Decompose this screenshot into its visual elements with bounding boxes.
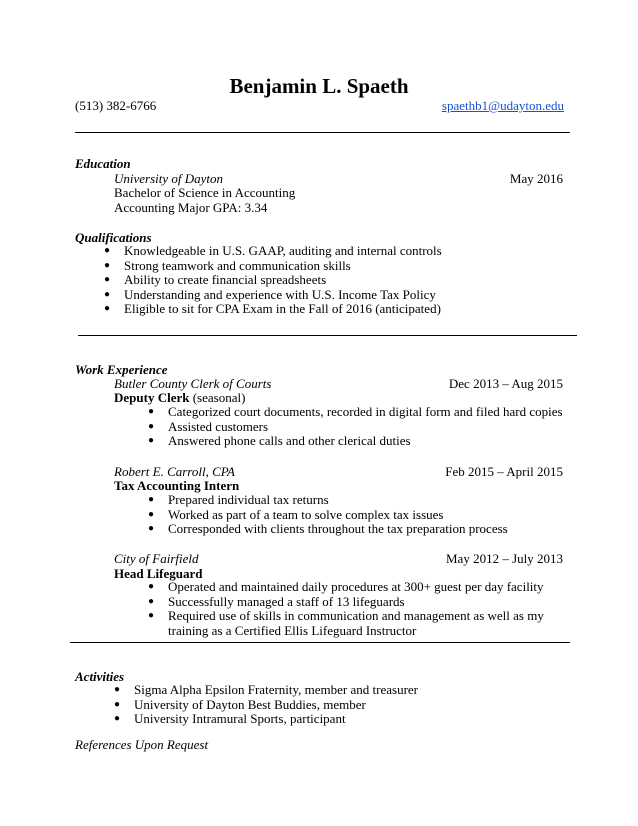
job-title: Tax Accounting Intern xyxy=(114,478,240,493)
job-dates: May 2012 – July 2013 xyxy=(446,551,563,566)
education-gpa: Accounting Major GPA: 3.34 xyxy=(114,200,268,215)
list-item: ● Sigma Alpha Epsilon Fraternity, member and treasurer xyxy=(114,683,418,698)
job-title: Head Lifeguard xyxy=(114,566,203,581)
job-dates: Dec 2013 – Aug 2015 xyxy=(448,376,563,391)
list-item: ● Understanding and experience with U.S. Income Tax Policy xyxy=(104,288,442,303)
job-title: Deputy Clerk xyxy=(114,390,190,405)
email-link[interactable]: spaethb1@udayton.edu xyxy=(441,98,564,113)
list-item: ● Worked as part of a team to solve complex tax issues xyxy=(148,508,508,523)
section-divider xyxy=(70,642,570,643)
list-item: ● Assisted customers xyxy=(148,420,563,435)
job-bullets xyxy=(148,405,563,449)
work-heading: Work Experience xyxy=(75,362,168,377)
list-item: ● Answered phone calls and other clerical duties xyxy=(148,434,563,449)
list-item: ● University of Dayton Best Buddies, member xyxy=(114,698,418,713)
qualifications-list xyxy=(104,244,442,317)
list-item: ● Strong teamwork and communication skills xyxy=(104,259,442,274)
job-dates: Feb 2015 – April 2015 xyxy=(445,464,563,479)
section-divider xyxy=(78,335,577,336)
list-item: ● Prepared individual tax returns xyxy=(148,493,508,508)
job-bullets xyxy=(148,580,568,638)
list-item: ● Categorized court documents, recorded in digital form and filed hard copies xyxy=(148,405,563,420)
list-item: ● Successfully managed a staff of 13 lifeguards xyxy=(148,595,568,610)
list-item: ● Knowledgeable in U.S. GAAP, auditing and internal controls xyxy=(104,244,442,259)
header-divider xyxy=(75,132,570,133)
qualifications-heading: Qualifications xyxy=(75,230,152,245)
job-employer: City of Fairfield xyxy=(114,551,199,566)
education-date: May 2016 xyxy=(509,171,563,186)
education-heading: Education xyxy=(75,156,131,171)
activities-list xyxy=(114,683,418,727)
list-item: ● Required use of skills in communication and management as well as my training as a Certified Ellis Lifeguard Instructor xyxy=(148,609,568,638)
list-item: ● University Intramural Sports, participant xyxy=(114,712,418,727)
references-note: References Upon Request xyxy=(75,737,209,752)
list-item: ● Operated and maintained daily procedures at 300+ guest per day facility xyxy=(148,580,568,595)
education-degree: Bachelor of Science in Accounting xyxy=(114,185,296,200)
list-item: ● Ability to create financial spreadsheets xyxy=(104,273,442,288)
job-employer: Butler County Clerk of Courts xyxy=(114,376,272,391)
activities-heading: Activities xyxy=(75,669,125,684)
job-employer: Robert E. Carroll, CPA xyxy=(114,464,235,479)
phone-number: (513) 382-6766 xyxy=(75,98,157,113)
resume-name: Benjamin L. Spaeth xyxy=(229,74,409,98)
job-bullets xyxy=(148,493,508,537)
list-item: ● Corresponded with clients throughout the tax preparation process xyxy=(148,522,508,537)
education-school: University of Dayton xyxy=(114,171,224,186)
list-item: ● Eligible to sit for CPA Exam in the Fall of 2016 (anticipated) xyxy=(104,302,442,317)
job-title-note: (seasonal) xyxy=(189,390,246,405)
